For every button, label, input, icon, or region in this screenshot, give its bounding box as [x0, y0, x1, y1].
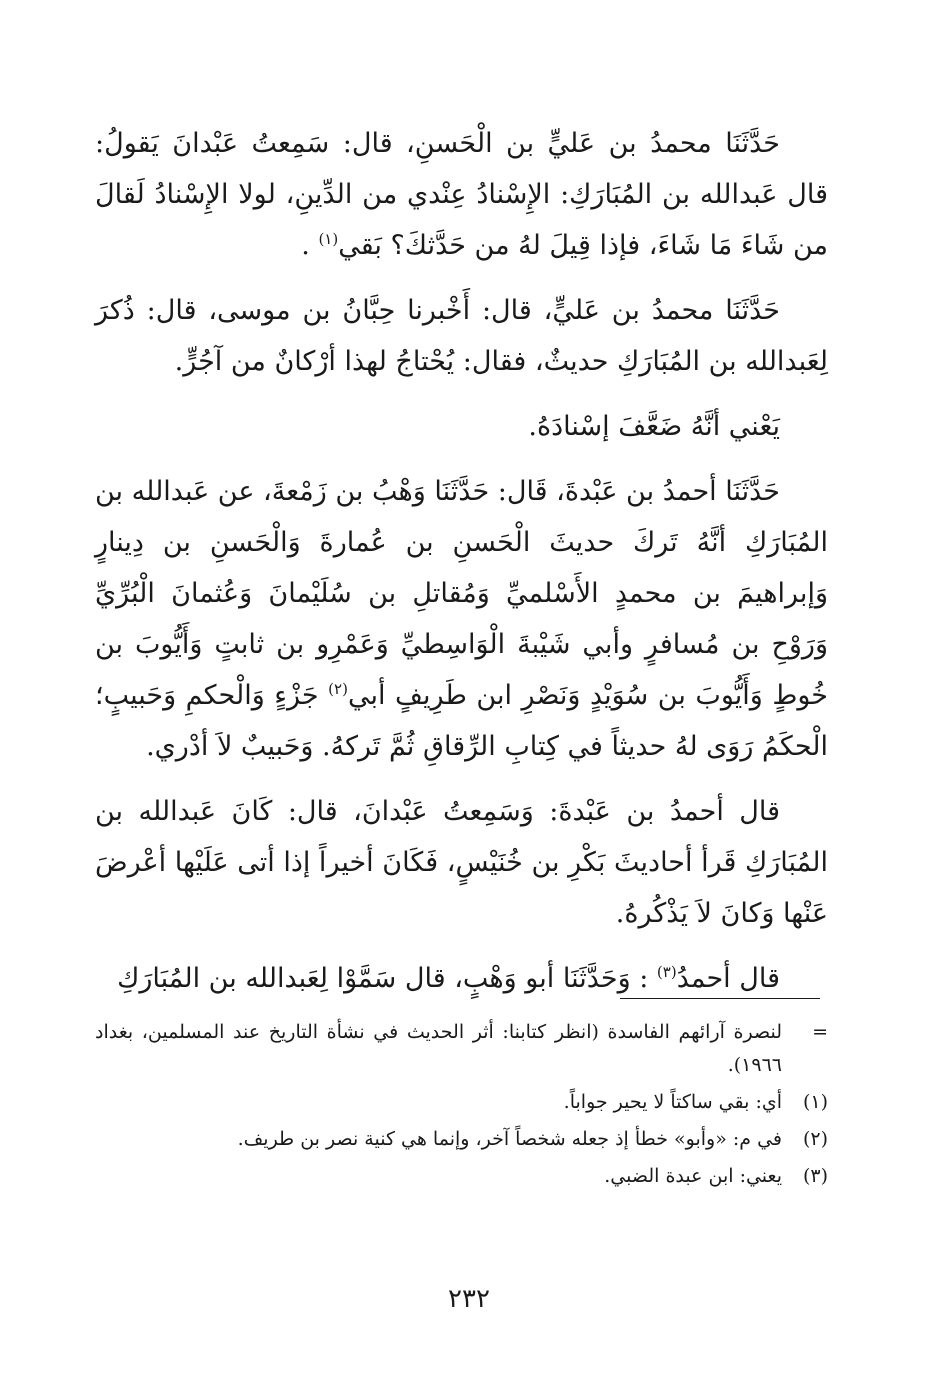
footnote-text: لنصرة آرائهم الفاسدة (انظر كتابنا: أثر الحديث في نشأة التاريخ عند المسلمين، بغداد ١٩٦٦).: [95, 1021, 782, 1076]
paragraph-tail: جَزْءٍ وَالْحكمِ وَحَبيبٍ؛ الْحكَمُ رَوَى لهُ حديثاً في كِتابِ الرِّقاقِ ثُمَّ تَركهُ. وَحَبيبٌ لاَ أدْري.: [95, 680, 828, 762]
main-text: [95, 118, 828, 1018]
footnote-text: أي: بقي ساكتاً لا يحير جواباً.: [563, 1091, 782, 1113]
footnote-text: يعني: ابن عبدة الضبي.: [604, 1165, 782, 1187]
footnote-marker: (٣): [802, 1165, 828, 1187]
paragraph-2: [95, 285, 828, 387]
footnotes: [95, 1016, 828, 1197]
footnote-divider: [620, 998, 820, 999]
paragraph-text: حَدَّثَنَا محمدُ بن عَليٍّ بن الْحَسنِ، قال: سَمِعتُ عَبْدانَ يَقولُ: قال عَبدالله بن المُبَارَكِ: الإِسْنادُ عِنْدي من الدِّينِ، لولا الإِسْنادُ لَقالَ من شَاءَ مَا شَاءَ، فإذا قِيلَ لهُ من حَدَّثكَ؟ بَقي: [95, 128, 828, 261]
footnote-marker: =: [812, 1021, 828, 1043]
paragraph-text: قال أحمدُ: [676, 963, 780, 994]
footnote-continuation: [95, 1016, 828, 1082]
paragraph-tail: .: [301, 230, 319, 261]
paragraph-1: [95, 118, 828, 271]
paragraph-5: [95, 786, 828, 939]
paragraph-text: حَدَّثَنَا أحمدُ بن عَبْدةَ، قَال: حَدَّثَنَا وَهْبُ بن زَمْعةَ، عن عَبدالله بن المُبَارَكِ أنَّهُ تَركَ حديثَ الْحَسنِ بن عُمارةَ وَالْحَسنِ بن دِينارٍ وَإبراهيمَ بن محمدٍ الأَسْلميِّ وَمُقاتلِ بن سُلَيْمانَ وَعُثمانَ الْبُرِّيِّ وَرَوْحِ بن مُسافرٍ وأبي شَيْبةَ الْوَاسِطيِّ وَعَمْرِو بن ثابتٍ وَأَيُّوبَ بن خُوطٍ وَأَيُّوبَ بن سُوَيْدٍ وَنَصْرِ ابن طَرِيفٍ أبي: [95, 476, 828, 711]
paragraph-text: يَعْني أنَّهُ ضَعَّفَ إسْنادَهُ.: [528, 411, 780, 442]
paragraph-text: قال أحمدُ بن عَبْدةَ: وَسَمِعتُ عَبْدانَ، قال: كَانَ عَبدالله بن المُبَارَكِ قَرأ أحاديثَ بَكْرِ بن خُنَيْسٍ، فَكَانَ أخيراً إذا أتى عَلَيْها أعْرضَ عَنْها وَكانَ لاَ يَذْكُرهُ.: [95, 796, 828, 929]
footnote-text: في م: «وأبو» خطأ إذ جعله شخصاً آخر، وإنما هي كنية نصر بن طريف.: [237, 1128, 782, 1150]
paragraph-3: [95, 401, 828, 452]
footnote-marker: (٢): [802, 1128, 828, 1150]
footnote-ref: (٣): [656, 963, 677, 981]
page-number: ٢٣٢: [448, 1284, 490, 1314]
footnote-ref: (١): [318, 230, 339, 248]
paragraph-6: [95, 953, 828, 1004]
paragraph-tail: : وَحَدَّثَنَا أبو وَهْبٍ، قال سَمَّوْا لِعَبدالله بن المُبَارَكِ: [117, 963, 657, 994]
footnote-marker: (١): [802, 1091, 828, 1113]
footnote-ref: (٢): [328, 680, 348, 698]
paragraph-4: [95, 466, 828, 772]
footnote-2: [95, 1123, 828, 1156]
footnote-3: [95, 1160, 828, 1193]
paragraph-text: حَدَّثَنَا محمدُ بن عَليٍّ، قال: أَخْبرنا حِبَّانُ بن موسى، قال: ذُكرَ لِعَبدالله بن المُبَارَكِ حديثٌ، فقال: يُحْتاجُ لهذا أرْكانٌ من آجُرٍّ.: [95, 295, 828, 377]
footnote-1: [95, 1086, 828, 1119]
